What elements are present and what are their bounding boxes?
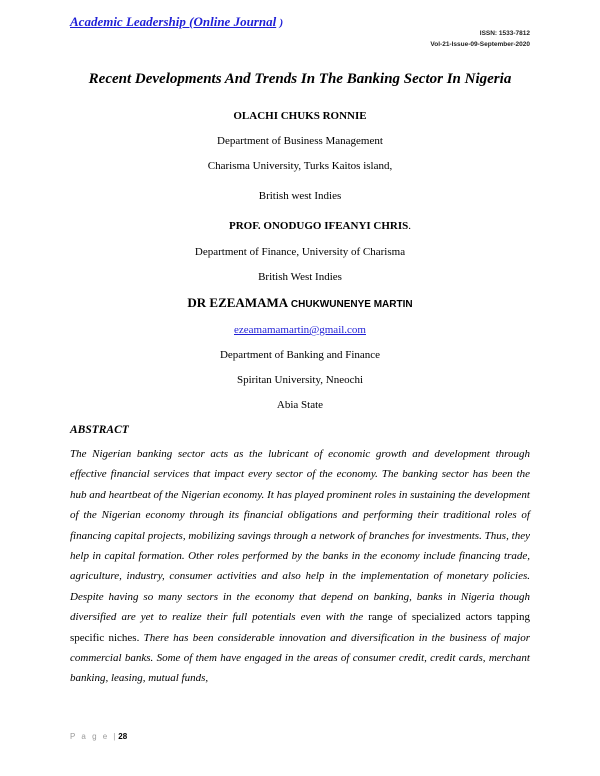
abstract-text-part-1: The Nigerian banking sector acts as the lubricant of economic growth and development through effective financial services that impact every sector of the economy. The banking sector has been the hub and heartbeat of the Nigerian economy. It has played prominent roles in sustaining the development of the Nigerian economy through its financial obligations and performing their traditional roles of financing capital projects, mobilizing savings through a network of branches for investments. Thus, they help in capital formation. Other roles performed by the banks in the economy include financing trade, agriculture, industry, consumer activities and also help in the implementation of monetary policies. Despite having so many sectors in the economy that depend on banking, banks in Nigeria though diversified are yet to realize their full potentials even with the (70, 448, 530, 624)
author-3-name-prefix: DR EZEAMAMA (187, 295, 289, 310)
author-1-location: British west Indies (258, 190, 342, 202)
author-1-institution: Charisma University, Turks Kaitos island, (207, 160, 393, 172)
author-2-department: Department of Finance, University of Charisma (194, 246, 406, 258)
abstract-text-part-2: range of specialized actors tapping specific niches. (70, 611, 530, 644)
author-3-email-line (0, 324, 600, 336)
journal-paren: ) (279, 17, 284, 29)
author-3-email-link[interactable]: ezeamamamartin@gmail.com (234, 324, 366, 336)
author-2-name-suffix: . (408, 220, 412, 232)
author-3-name-line (0, 295, 600, 311)
author-2-location: British West Indies (258, 271, 342, 283)
page-separator: | (113, 732, 116, 741)
author-2-name-line (20, 220, 600, 232)
author-3-location: Abia State (276, 399, 324, 411)
abstract-heading: ABSTRACT (70, 424, 129, 436)
journal-name-link[interactable] (70, 14, 283, 30)
author-3-department: Department of Banking and Finance (219, 349, 381, 361)
author-1-name: OLACHI CHUKS RONNIE (233, 110, 367, 122)
author-1-department: Department of Business Management (217, 135, 383, 147)
issn-block (430, 28, 530, 50)
page-footer (70, 732, 127, 741)
volume-issue: Vol-21-Issue-09-September-2020 (430, 41, 530, 48)
issn: ISSN: 1533-7812 (479, 30, 530, 37)
journal-name[interactable]: Academic Leadership (Online Journal (70, 14, 277, 29)
author-3-name-rest: CHUKWUNENYE MARTIN (288, 299, 413, 310)
author-3-institution: Spiritan University, Nneochi (236, 374, 364, 386)
author-2-name: PROF. ONODUGO IFEANYI CHRIS (228, 220, 409, 232)
abstract-text-part-3: There has been considerable innovation and diversification in the business of major commercial banks. Some of them have engaged in the areas of consumer credit, credit cards, merchant banking, leasing, mutual funds, (70, 631, 530, 685)
abstract-body (70, 444, 530, 689)
page-label: P a g e (70, 732, 110, 741)
page-number: 28 (118, 732, 128, 741)
paper-title: Recent Developments And Trends In The Banking Sector In Nigeria (88, 71, 512, 87)
